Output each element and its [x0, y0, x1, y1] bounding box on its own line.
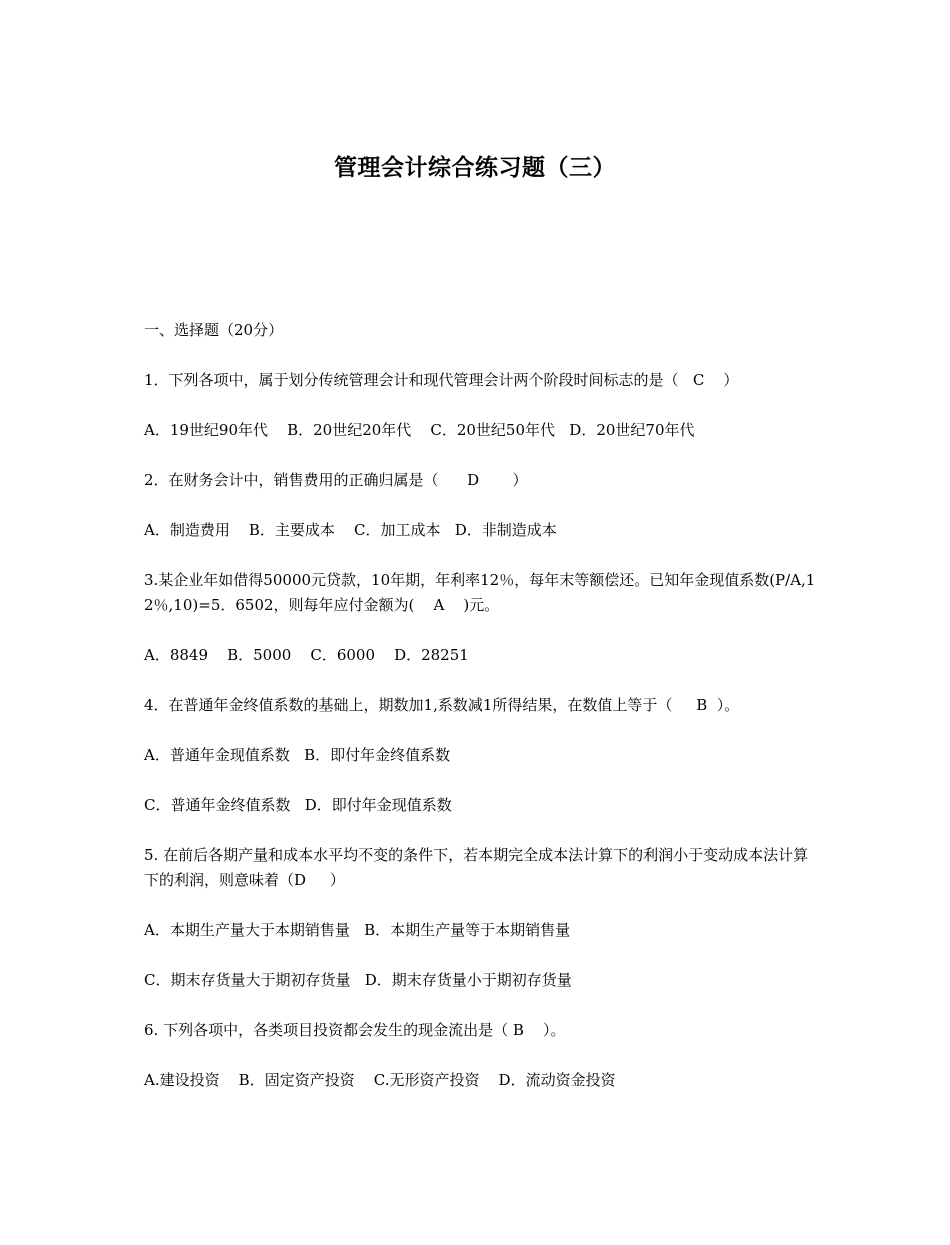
question-1: 1．下列各项中，属于划分传统管理会计和现代管理会计两个阶段时间标志的是（ C ）	[144, 371, 739, 389]
question-1-options: A．19世纪90年代 B．20世纪20年代 C．20世纪50年代 D．20世纪70年代	[144, 421, 695, 439]
question-4-options-cd: C．普通年金终值系数 D．即付年金现值系数	[144, 796, 452, 814]
question-6-options: A.建设投资 B．固定资产投资 C.无形资产投资 D．流动资金投资	[144, 1071, 616, 1089]
document-title: 管理会计综合练习题（三）	[334, 155, 616, 181]
question-6: 6. 下列各项中，各类项目投资都会发生的现金流出是（ B ）。	[144, 1021, 566, 1039]
question-5: 5. 在前后各期产量和成本水平均不变的条件下，若本期完全成本法计算下的利润小于变动成本法计算下的利润，则意味着（D ）	[144, 846, 809, 889]
question-4-options-ab: A．普通年金现值系数 B．即付年金终值系数	[144, 746, 451, 764]
question-3: 3.某企业年如借得50000元贷款，10年期，年利率12％，每年末等额偿还。已知年金现值系数(P/A,12％,10)=5．6502，则每年应付金额为( A )元。	[144, 571, 816, 614]
section-heading: 一、选择题（20分）	[144, 321, 284, 339]
question-5-options-cd: C．期末存货量大于期初存货量 D．期末存货量小于期初存货量	[144, 971, 572, 989]
document-body	[144, 318, 820, 1118]
question-4: 4．在普通年金终值系数的基础上，期数加1,系数减1所得结果，在数值上等于（ B ）。	[144, 696, 740, 714]
question-5-options-ab: A．本期生产量大于本期销售量 B．本期生产量等于本期销售量	[144, 921, 571, 939]
question-2: 2．在财务会计中，销售费用的正确归属是（ D ）	[144, 471, 528, 489]
question-2-options: A．制造费用 B．主要成本 C．加工成本 D．非制造成本	[144, 521, 557, 539]
question-3-options: A．8849 B．5000 C．6000 D．28251	[144, 646, 469, 664]
